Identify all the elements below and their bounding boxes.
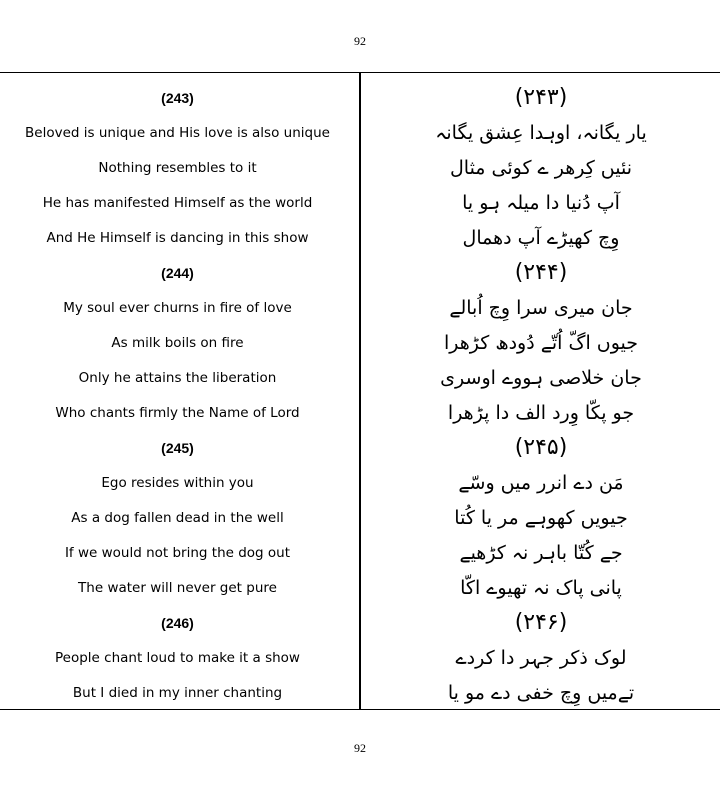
page-number-top: 92 (354, 34, 366, 48)
english-verse-line: Who chants firmly the Name of Lord (55, 404, 300, 421)
english-verse-line: But I died in my inner chanting (72, 684, 283, 701)
english-verse-line: My soul ever churns in fire of love (63, 299, 292, 316)
urdu-verse-column (362, 80, 720, 710)
urdu-verse-number: (۲۴۳) (514, 85, 568, 110)
english-verse-line: As a dog fallen dead in the well (71, 509, 284, 526)
column-divider (359, 72, 361, 710)
english-verse-line: He has manifested Himself as the world (42, 194, 313, 211)
english-verse-number: (245) (161, 439, 194, 456)
english-verse-line: Only he attains the liberation (78, 369, 277, 386)
urdu-verse-line: وِچ کھیڑے آپ دھمال (462, 226, 620, 249)
english-verse-number: (243) (161, 89, 194, 106)
english-verse-line: Beloved is unique and His love is also unique (25, 124, 330, 141)
urdu-verse-line: مَن دے انرر میں وسّے (458, 471, 624, 494)
urdu-verse-line: جیوں اگّ اُتّے دُودھ کڑھرا (443, 331, 639, 354)
urdu-verse-line: تےمیں وِچ خفی دے مو یا (447, 681, 635, 704)
english-verse-line: Nothing resembles to it (98, 159, 257, 176)
english-verse-line: People chant loud to make it a show (55, 649, 300, 666)
english-verse-line: And He Himself is dancing in this show (46, 229, 309, 246)
urdu-verse-line: یار یگانہ، اوہدا عِشق یگانہ (435, 121, 647, 144)
urdu-verse-line: پانی پاک نہ تھیوے اکّا (460, 576, 622, 599)
english-verse-line: The water will never get pure (78, 579, 277, 596)
urdu-verse-line: جان میری سرا وِچ اُبالے (449, 296, 633, 319)
urdu-verse-line: جیویں کھوہے مر یا کُتا (454, 506, 628, 529)
english-verse-number: (246) (161, 614, 194, 631)
urdu-verse-number: (۲۴۴) (514, 260, 568, 285)
urdu-verse-number: (۲۴۶) (514, 610, 568, 635)
english-verse-line: Ego resides within you (101, 474, 254, 491)
urdu-verse-line: جان خلاصی ہووے اوسری (440, 366, 642, 389)
english-verse-line: If we would not bring the dog out (64, 544, 291, 561)
urdu-verse-line: آپ دُنیا دا میلہ ہو یا (462, 191, 620, 214)
urdu-verse-line: نئیں کِرھر ے کوئی مثال (449, 156, 633, 179)
english-verse-number: (244) (161, 264, 194, 281)
english-translation-column (0, 80, 355, 710)
english-verse-line: As milk boils on fire (111, 334, 244, 351)
page-number-bottom: 92 (354, 741, 366, 755)
urdu-verse-line: لوک ذکر جہر دا کردے (455, 646, 627, 669)
urdu-verse-line: جو پکّا وِرد الف دا پڑھرا (447, 401, 635, 424)
urdu-verse-line: جے کُتّا باہر نہ کڑھیے (459, 541, 623, 564)
urdu-verse-number: (۲۴۵) (514, 435, 568, 460)
